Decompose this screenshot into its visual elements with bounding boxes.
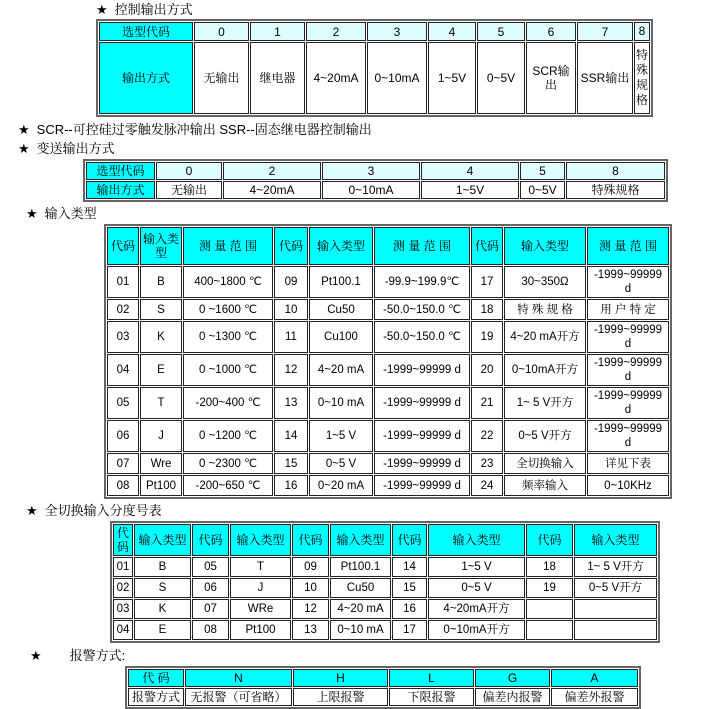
cell: J (230, 578, 291, 598)
cell: 0~10mA开方 (504, 354, 586, 386)
cell: S (140, 299, 182, 320)
section-title-full-switch (26, 503, 702, 519)
section-title-text: 报警方式: (69, 648, 126, 663)
star-icon: ★ (96, 2, 108, 17)
table-row (107, 475, 669, 496)
cell: 0 ~2300 ℃ (183, 453, 273, 474)
cell: Cu50 (330, 578, 391, 598)
cell: 01 (113, 557, 133, 577)
input-type-table (104, 224, 672, 499)
cell: 0~5 V (428, 578, 525, 598)
cell: 16 (274, 475, 308, 496)
table-row (86, 181, 665, 199)
cell: 30~350Ω (504, 266, 586, 298)
cell (574, 599, 657, 619)
header-row (113, 524, 657, 556)
cell: 10 (274, 299, 308, 320)
cell: 0~10KHz (587, 475, 669, 496)
cell: 17 (392, 620, 427, 640)
cell: 19 (526, 578, 573, 598)
cell: 1~5 V (309, 420, 373, 452)
header-cell: 代码 (274, 227, 308, 265)
cell: -1999~99999 d (374, 354, 470, 386)
section-title-text: 输入类型 (44, 206, 97, 221)
cell: 22 (471, 420, 503, 452)
cell: 5 (477, 22, 525, 41)
cell: 用 户 特 定 (587, 299, 669, 320)
cell: S (134, 578, 191, 598)
table-row (107, 387, 669, 419)
cell: 04 (113, 620, 133, 640)
header-cell: 输入类型 (574, 524, 657, 556)
star-icon: ★ (26, 503, 38, 518)
cell: 400~1800 ℃ (183, 266, 273, 298)
cell: Pt100.1 (330, 557, 391, 577)
header-row (107, 227, 669, 265)
cell: 12 (274, 354, 308, 386)
cell: 特 殊 规 格 (504, 299, 586, 320)
cell: 15 (274, 453, 308, 474)
table-row (99, 42, 650, 114)
control-output-table (96, 19, 653, 117)
header-cell: 测 量 范 围 (183, 227, 273, 265)
cell: 0~5V (520, 181, 565, 199)
header-cell: 代码 (392, 524, 427, 556)
cell: 0~10 mA (330, 620, 391, 640)
cell: Cu100 (309, 321, 373, 353)
cell: 18 (526, 557, 573, 577)
cell: 07 (192, 599, 229, 619)
cell: 4~20mA开方 (428, 599, 525, 619)
cell: 0~10 mA (309, 387, 373, 419)
cell: 0 ~1000 ℃ (183, 354, 273, 386)
cell: 详见下表 (587, 453, 669, 474)
cell: 0~10mA开方 (428, 620, 525, 640)
cell: L (389, 669, 474, 687)
cell: 09 (292, 557, 329, 577)
section-title-transmit-output (18, 141, 702, 157)
table-row (86, 162, 665, 180)
cell: Pt100 (230, 620, 291, 640)
header-cell: 输入类型 (330, 524, 391, 556)
cell: Wre (140, 453, 182, 474)
section-title-text: 变送输出方式 (36, 141, 115, 156)
section-title-text: 控制输出方式 (114, 2, 193, 17)
cell: 输出方式 (99, 42, 193, 114)
cell: 3 (322, 162, 420, 180)
cell: 08 (107, 475, 139, 496)
cell: 0~5 V (309, 453, 373, 474)
cell: 4 (428, 22, 476, 41)
cell: Pt100.1 (309, 266, 373, 298)
cell: 4~20 mA (309, 354, 373, 386)
cell: 无报警（可省略） (185, 688, 292, 706)
cell: 4~20mA (306, 42, 366, 114)
header-cell: 代码 (107, 227, 139, 265)
cell: 频率输入 (504, 475, 586, 496)
header-cell: 输入类型 (504, 227, 586, 265)
alarm-mode-table (125, 666, 641, 709)
cell: 02 (113, 578, 133, 598)
cell: 0~10mA (367, 42, 427, 114)
cell: 14 (392, 557, 427, 577)
cell: -50.0~150.0 ℃ (374, 321, 470, 353)
cell: -1999~99999 d (374, 453, 470, 474)
cell: 02 (107, 299, 139, 320)
cell: 特殊规格 (566, 181, 665, 199)
cell: -99.9~199.9℃ (374, 266, 470, 298)
cell: -1999~99999 d (374, 475, 470, 496)
cell: T (230, 557, 291, 577)
cell: SCR输出 (526, 42, 576, 114)
cell: 12 (292, 599, 329, 619)
header-cell: 测 量 范 围 (587, 227, 669, 265)
cell: 18 (471, 299, 503, 320)
cell: 代 码 (128, 669, 184, 687)
note-text: SCR--可控硅过零触发脉冲输出 SSR--固态继电器控制输出 (36, 122, 372, 137)
cell: 4~20 mA (330, 599, 391, 619)
cell: A (551, 669, 638, 687)
header-cell: 代码 (113, 524, 133, 556)
header-cell: 代码 (192, 524, 229, 556)
cell: 4~20mA (223, 181, 321, 199)
cell: G (475, 669, 550, 687)
cell: 17 (471, 266, 503, 298)
cell: 07 (107, 453, 139, 474)
cell: 0 ~1300 ℃ (183, 321, 273, 353)
cell: 10 (292, 578, 329, 598)
table-row (128, 669, 638, 687)
header-cell: 代码 (526, 524, 573, 556)
table-row (113, 578, 657, 598)
cell: 15 (392, 578, 427, 598)
cell: 0 (156, 162, 222, 180)
cell: 19 (471, 321, 503, 353)
cell: 13 (274, 387, 308, 419)
cell: Cu50 (309, 299, 373, 320)
cell: 特殊规格 (634, 42, 650, 114)
full-switch-input-table (110, 521, 660, 643)
cell: 09 (274, 266, 308, 298)
cell: 报警方式 (128, 688, 184, 706)
cell: WRe (230, 599, 291, 619)
table-row (113, 599, 657, 619)
cell: 偏差外报警 (551, 688, 638, 706)
cell: 8 (634, 22, 650, 41)
cell: E (140, 354, 182, 386)
table-row (128, 688, 638, 706)
table-row (99, 22, 650, 41)
cell: 1~ 5 V开方 (574, 557, 657, 577)
cell: 0 ~1600 ℃ (183, 299, 273, 320)
cell: B (140, 266, 182, 298)
cell: J (140, 420, 182, 452)
cell: 继电器 (250, 42, 305, 114)
cell: 偏差内报警 (475, 688, 550, 706)
cell: -1999~99999 d (587, 354, 669, 386)
star-icon: ★ (30, 648, 42, 663)
cell: 0~5 V开方 (504, 420, 586, 452)
cell: B (134, 557, 191, 577)
header-cell: 输入类型 (428, 524, 525, 556)
cell: 4~20 mA开方 (504, 321, 586, 353)
cell: 7 (577, 22, 633, 41)
transmit-output-table (83, 159, 668, 202)
cell: 13 (292, 620, 329, 640)
cell (526, 620, 573, 640)
page (0, 2, 702, 709)
cell: 输出方式 (86, 181, 155, 199)
cell: 选型代码 (86, 162, 155, 180)
cell: 3 (367, 22, 427, 41)
cell: 8 (566, 162, 665, 180)
cell: 1~ 5 V开方 (504, 387, 586, 419)
cell: 2 (223, 162, 321, 180)
cell: 21 (471, 387, 503, 419)
cell: 0~5 V开方 (574, 578, 657, 598)
cell: 03 (107, 321, 139, 353)
cell: 1 (250, 22, 305, 41)
section-title-input-type (26, 206, 702, 222)
cell: 0 ~1200 ℃ (183, 420, 273, 452)
cell: 上限报警 (293, 688, 388, 706)
cell: 0~20 mA (309, 475, 373, 496)
cell: 下限报警 (389, 688, 474, 706)
cell: -1999~99999 d (587, 387, 669, 419)
cell: 08 (192, 620, 229, 640)
cell: -50.0~150.0 ℃ (374, 299, 470, 320)
cell: Pt100 (140, 475, 182, 496)
cell: 5 (520, 162, 565, 180)
cell: N (185, 669, 292, 687)
cell: -200~400 ℃ (183, 387, 273, 419)
cell: 05 (192, 557, 229, 577)
header-cell: 测 量 范 围 (374, 227, 470, 265)
cell: K (140, 321, 182, 353)
cell: 06 (107, 420, 139, 452)
cell: 全切换输入 (504, 453, 586, 474)
cell: -1999~99999 d (587, 321, 669, 353)
cell: 05 (107, 387, 139, 419)
cell: -200~650 ℃ (183, 475, 273, 496)
header-cell: 代码 (471, 227, 503, 265)
cell: 14 (274, 420, 308, 452)
table-row (107, 299, 669, 320)
cell: K (134, 599, 191, 619)
star-icon: ★ (18, 141, 30, 156)
cell: 1~5V (428, 42, 476, 114)
table-row (107, 420, 669, 452)
cell: -1999~99999 d (374, 420, 470, 452)
cell: 选型代码 (99, 22, 193, 41)
header-cell: 输入类型 (134, 524, 191, 556)
star-icon: ★ (18, 122, 30, 137)
scr-ssr-note (18, 122, 702, 138)
cell: 01 (107, 266, 139, 298)
cell: 0~10mA (322, 181, 420, 199)
table-row (107, 321, 669, 353)
cell: 1~5V (421, 181, 519, 199)
cell: 16 (392, 599, 427, 619)
header-cell: 输入类型 (140, 227, 182, 265)
cell: 23 (471, 453, 503, 474)
cell: -1999~99999 d (587, 266, 669, 298)
cell: 无输出 (156, 181, 222, 199)
cell: 无输出 (194, 42, 249, 114)
cell: 2 (306, 22, 366, 41)
cell: 0 (194, 22, 249, 41)
cell: 6 (526, 22, 576, 41)
cell: T (140, 387, 182, 419)
cell: H (293, 669, 388, 687)
table-row (113, 557, 657, 577)
cell: 4 (421, 162, 519, 180)
cell: 06 (192, 578, 229, 598)
section-title-text: 全切换输入分度号表 (44, 503, 162, 518)
header-cell: 输入类型 (230, 524, 291, 556)
star-icon: ★ (26, 206, 38, 221)
cell: 1~5 V (428, 557, 525, 577)
cell (574, 620, 657, 640)
cell (526, 599, 573, 619)
cell: -1999~99999 d (587, 420, 669, 452)
cell: 0~5V (477, 42, 525, 114)
header-cell: 输入类型 (309, 227, 373, 265)
cell: 04 (107, 354, 139, 386)
section-title-alarm (30, 648, 702, 664)
cell: 20 (471, 354, 503, 386)
cell: SSR输出 (577, 42, 633, 114)
table-row (107, 453, 669, 474)
table-row (107, 266, 669, 298)
cell: 03 (113, 599, 133, 619)
cell: 24 (471, 475, 503, 496)
cell: E (134, 620, 191, 640)
table-row (107, 354, 669, 386)
cell: 11 (274, 321, 308, 353)
cell: -1999~99999 d (374, 387, 470, 419)
header-cell: 代码 (292, 524, 329, 556)
section-title-control-output (96, 2, 702, 18)
table-row (113, 620, 657, 640)
